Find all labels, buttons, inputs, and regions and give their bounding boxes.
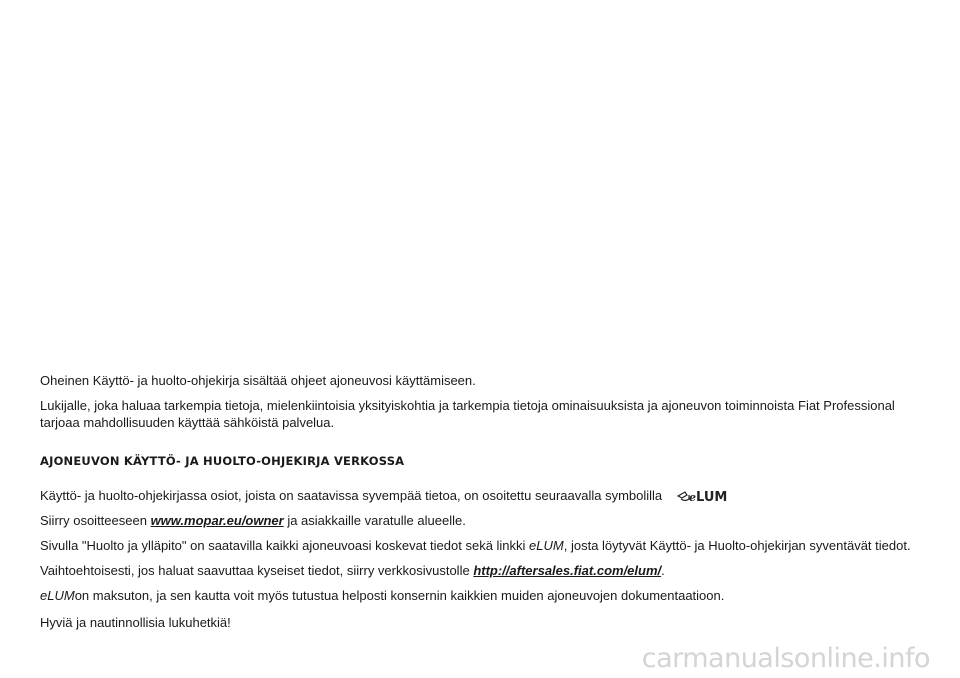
watermark: carmanualsonline.info bbox=[641, 643, 930, 674]
goto-text-before: Siirry osoitteeseen bbox=[40, 513, 151, 528]
goto-paragraph bbox=[40, 512, 920, 529]
aftersales-elum-link[interactable]: http://aftersales.fiat.com/elum/ bbox=[473, 563, 662, 578]
site-paragraph bbox=[40, 537, 920, 554]
symbol-text: Käyttö- ja huolto-ohjekirjassa osiot, joista on saatavissa syvempää tietoa, on osoitettu seuraavalla symbolilla bbox=[40, 488, 663, 503]
hand-elum-icon bbox=[676, 484, 728, 505]
free-paragraph bbox=[40, 587, 920, 604]
alternative-paragraph bbox=[40, 562, 920, 579]
section-heading: AJONEUVON KÄYTTÖ- JA HUOLTO-OHJEKIRJA VERKOSSA bbox=[40, 454, 405, 468]
manual-intro-section bbox=[40, 372, 920, 631]
goto-text-after: ja asiakkaille varatulle alueelle. bbox=[283, 513, 466, 528]
site-text-after: , josta löytyvät Käyttö- ja Huolto-ohjekirjan syventävät tiedot. bbox=[563, 538, 911, 553]
elum-term: eLUM bbox=[40, 588, 75, 603]
mopar-owner-link[interactable]: www.mopar.eu/owner bbox=[150, 513, 284, 528]
closing-paragraph: Hyviä ja nautinnollisia lukuhetkiä! bbox=[40, 615, 231, 630]
svg-text:LUM: LUM bbox=[696, 490, 728, 505]
site-text-before: Sivulla "Huolto ja ylläpito" on saatavilla kaikki ajoneuvoasi koskevat tiedot sekä linkki bbox=[40, 538, 530, 553]
svg-text:e: e bbox=[689, 491, 697, 504]
reader-note-paragraph: Lukijalle, joka haluaa tarkempia tietoja, mielenkiintoisia yksityiskohtia ja tarkempia tietoja ominaisuuksista ja ajoneuvon toiminnoista Fiat Professional tarjoaa mahdollisuuden käyttää sähköistä palvelua. bbox=[40, 398, 895, 430]
free-text: on maksuton, ja sen kautta voit myös tutustua helposti konsernin kaikkien muiden ajoneuvojen dokumentaatioon. bbox=[74, 588, 725, 603]
symbol-paragraph bbox=[40, 484, 920, 504]
alt-text-before: Vaihtoehtoisesti, jos haluat saavuttaa kyseiset tiedot, siirry verkkosivustolle bbox=[40, 563, 474, 578]
elum-term: eLUM bbox=[529, 538, 564, 553]
alt-text-after: . bbox=[661, 563, 665, 578]
intro-paragraph: Oheinen Käyttö- ja huolto-ohjekirja sisältää ohjeet ajoneuvosi käyttämiseen. bbox=[40, 373, 476, 388]
